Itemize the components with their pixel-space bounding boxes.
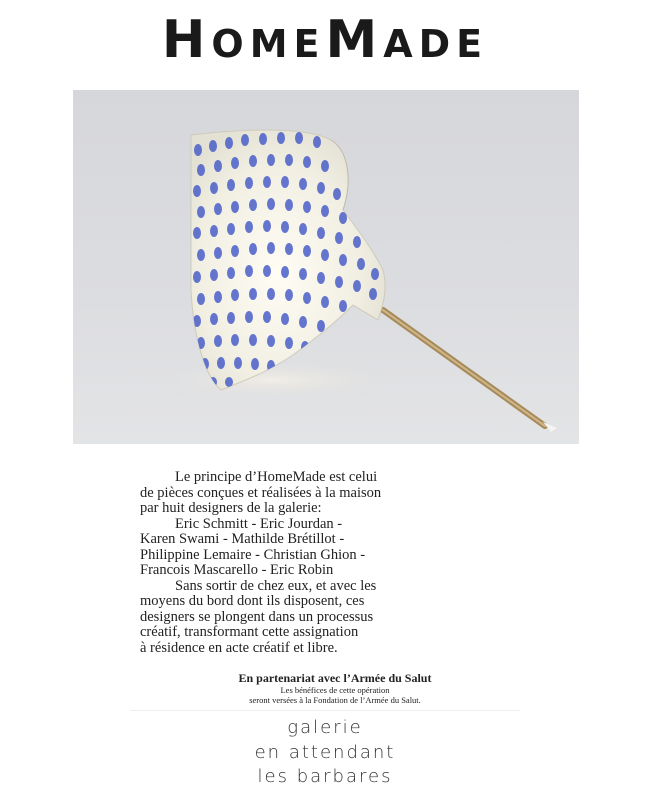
logo-letter-m: M	[325, 10, 384, 70]
description-line: Karen Swami - Mathilde Brétillot -	[140, 531, 345, 547]
gallery-name-line: galerie	[287, 717, 363, 738]
logo-letters-ade: ADE	[383, 22, 489, 66]
gallery-name-line: en attendant	[254, 741, 396, 763]
lamp-illustration	[73, 90, 579, 444]
description-text	[140, 470, 520, 656]
description-line: Le principe d’HomeMade est celui	[175, 469, 378, 485]
gallery-name	[0, 716, 650, 790]
description-line: à résidence en acte créatif et libre.	[140, 639, 338, 656]
description-line: créatif, transformant cette assignation	[140, 624, 359, 640]
description-line: designers se plongent dans un processus	[140, 608, 374, 625]
description-line: Francois Mascarello - Eric Robin	[140, 562, 334, 578]
description-line: Sans sortir de chez eux, et avec les	[175, 577, 377, 594]
description-line: Philippine Lemaire - Christian Ghion -	[140, 546, 366, 563]
lamp-photo	[73, 90, 579, 444]
description-line: moyens du bord dont ils disposent, ces	[140, 593, 365, 609]
description-line: de pièces conçues et réalisées à la maison	[140, 484, 382, 501]
description-line: par huit designers de la galerie:	[140, 500, 322, 516]
homemade-logo	[0, 10, 650, 72]
logo-letters-ome: OME	[211, 22, 326, 66]
partnership-line: Les bénéfices de cette opération	[280, 685, 390, 695]
partnership-title: En partenariat avec l’Armée du Salut	[238, 671, 432, 685]
lamp-stick-highlight	[383, 310, 545, 426]
logo-letter-h: H	[161, 10, 212, 70]
divider	[130, 710, 520, 711]
description-line: Eric Schmitt - Eric Jourdan -	[175, 515, 343, 532]
partnership-note	[140, 672, 530, 705]
gallery-name-line: les barbares	[257, 766, 393, 787]
partnership-line: seront versées à la Fondation de l’Armée du Salut.	[249, 695, 421, 705]
